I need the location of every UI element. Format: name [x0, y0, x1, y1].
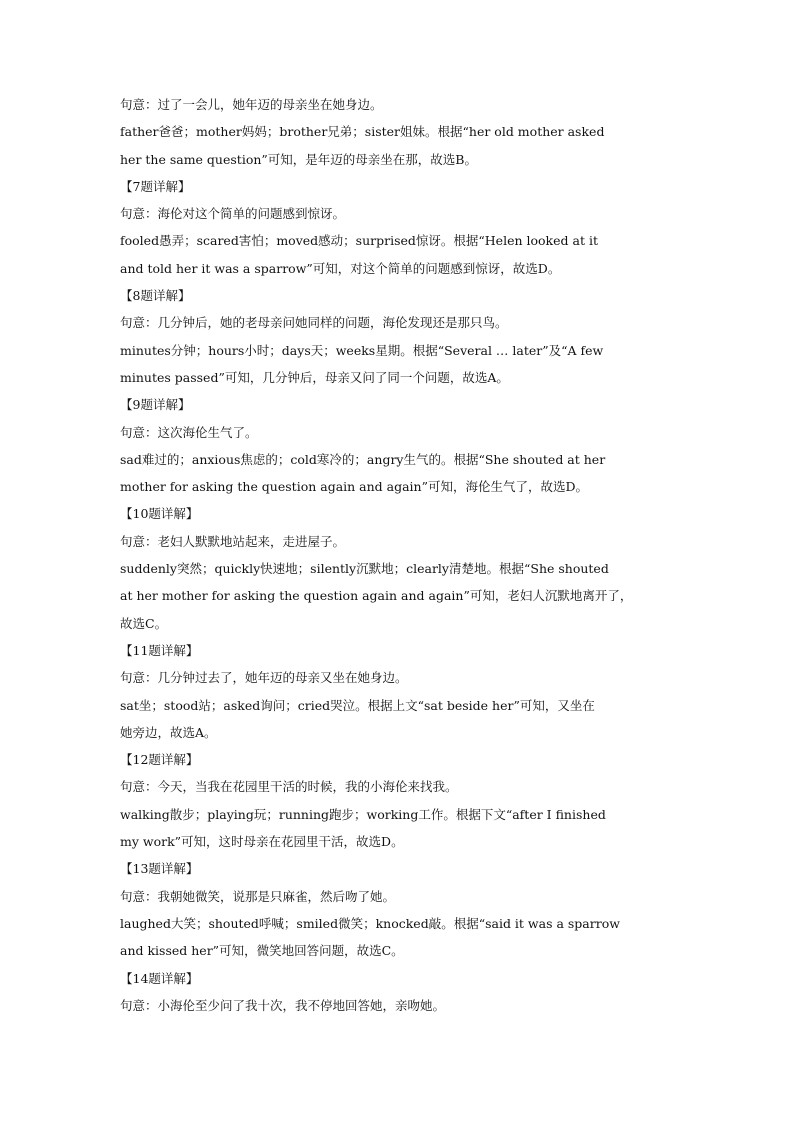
text-line: minutes分钟；hours小时；days天；weeks星期。根据“Several … later”及“A few	[120, 342, 604, 358]
text-line: suddenly突然；quickly快速地；silently沉默地；clearly清楚地。根据“She shouted	[120, 561, 609, 577]
text-line: walking散步；playing玩；running跑步；working工作。根据下文“after I finished	[120, 806, 606, 822]
text-line: sat坐；stood站；asked询问；cried哭泣。根据上文“sat beside her”可知，又坐在	[120, 697, 595, 713]
text-line: 她旁边，故选A。	[120, 724, 217, 740]
text-line: my work”可知，这时母亲在花园里干活，故选D。	[120, 834, 404, 850]
text-line: father爸爸；mother妈妈；brother兄弟；sister姐妹。根据“her old mother asked	[120, 124, 605, 140]
text-line: minutes passed”可知，几分钟后，母亲又问了同一个问题，故选A。	[120, 369, 509, 385]
text-line: fooled愚弄；scared害怕；moved感动；surprised惊讶。根据“Helen looked at it	[120, 233, 598, 249]
document-page	[120, 91, 680, 1019]
text-line: her the same question”可知，是年迈的母亲坐在那，故选B。	[120, 151, 477, 167]
text-line: and kissed her”可知，微笑地回答问题，故选C。	[120, 943, 404, 959]
section-heading: 【11题详解】	[120, 642, 199, 658]
text-line: 句意：海伦对这个简单的问题感到惊讶。	[120, 206, 346, 222]
section-heading: 【9题详解】	[120, 397, 191, 413]
text-line: 句意：几分钟过去了，她年迈的母亲又坐在她身边。	[120, 670, 408, 686]
section-heading: 【14题详解】	[120, 970, 199, 986]
text-line: and told her it was a sparrow”可知，对这个简单的问题感到惊讶，故选D。	[120, 260, 561, 276]
section-heading: 【10题详解】	[120, 506, 199, 522]
text-line: 句意：小海伦至少问了我十次，我不停地回答她，亲吻她。	[120, 997, 446, 1013]
text-line: 句意：老妇人默默地站起来，走进屋子。	[120, 533, 346, 549]
text-line: laughed大笑；shouted呼喊；smiled微笑；knocked敲。根据“said it was a sparrow	[120, 915, 620, 931]
text-line: 句意：过了一会儿，她年迈的母亲坐在她身边。	[120, 97, 383, 112]
text-line: mother for asking the question again and again”可知，海伦生气了，故选D。	[120, 479, 589, 495]
text-line: 句意：几分钟后，她的老母亲问她同样的问题，海伦发现还是那只鸟。	[120, 315, 508, 331]
text-line: 句意：这次海伦生气了。	[120, 424, 258, 440]
section-heading: 【7题详解】	[120, 178, 191, 194]
text-line: at her mother for asking the question again and again”可知，老妇人沉默地离开了，	[120, 588, 633, 604]
section-heading: 【12题详解】	[120, 752, 199, 768]
section-heading: 【13题详解】	[120, 861, 199, 877]
text-line: sad难过的；anxious焦虑的；cold寒冷的；angry生气的。根据“She shouted at her	[120, 451, 606, 467]
text-line: 句意：今天，当我在花园里干活的时候，我的小海伦来找我。	[120, 779, 458, 795]
section-heading: 【8题详解】	[120, 288, 191, 304]
text-line: 故选C。	[120, 615, 168, 631]
text-line: 句意：我朝她微笑，说那是只麻雀，然后吻了她。	[120, 888, 396, 904]
